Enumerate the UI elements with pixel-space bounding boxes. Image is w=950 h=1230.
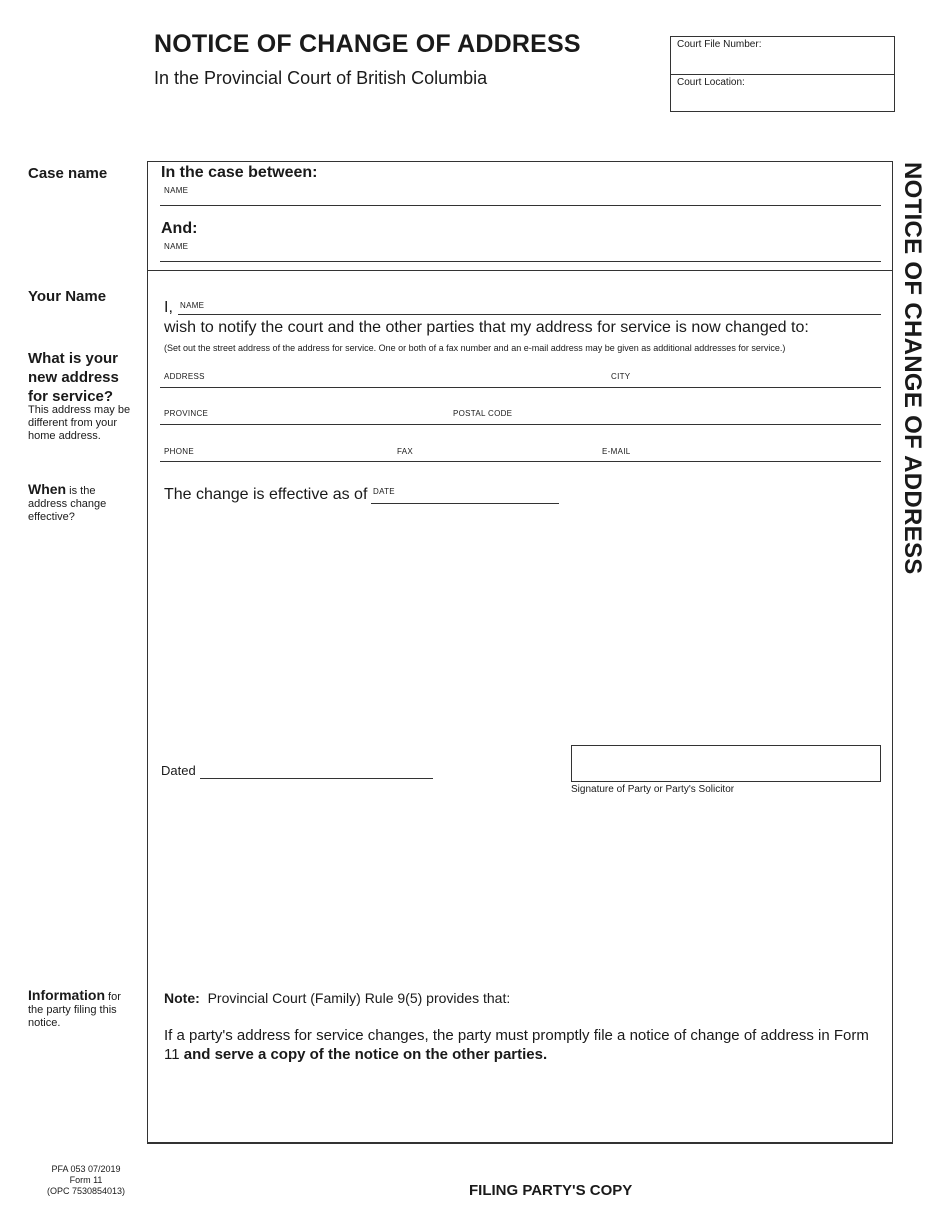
address-instruction: (Set out the street address of the address for service. One or both of a fax number and an e-mail address may be given as additional addresses for service.) bbox=[164, 343, 786, 353]
page-title: NOTICE OF CHANGE OF ADDRESS bbox=[154, 30, 581, 58]
party2-name-label: NAME bbox=[164, 242, 189, 251]
sidebar-new-address-heading: What is your new address for service? bbox=[28, 350, 119, 405]
party1-name-label: NAME bbox=[164, 186, 189, 195]
copy-label: FILING PARTY'S COPY bbox=[469, 1182, 633, 1199]
court-location-row bbox=[671, 74, 894, 112]
court-location-input[interactable] bbox=[677, 92, 883, 108]
party2-name-line bbox=[160, 261, 881, 262]
note-body bbox=[164, 1026, 874, 1064]
city-label: CITY bbox=[611, 372, 631, 381]
form-code-line1: PFA 053 07/2019 bbox=[51, 1164, 121, 1174]
case-and-label: And: bbox=[161, 220, 198, 237]
court-file-number-label: Court File Number: bbox=[677, 39, 762, 50]
your-name-label: NAME bbox=[180, 301, 205, 310]
sidebar-when-bold: When bbox=[28, 481, 67, 497]
effective-text: The change is effective as of bbox=[164, 486, 368, 503]
your-name-prefix: I, bbox=[164, 299, 173, 316]
note-body-bold: and serve a copy of the notice on the other parties. bbox=[183, 1046, 548, 1063]
address-input[interactable] bbox=[210, 369, 600, 385]
court-file-number-input[interactable] bbox=[677, 54, 883, 70]
note-heading bbox=[164, 990, 510, 1006]
case-between-label: In the case between: bbox=[161, 164, 318, 181]
party1-name-input[interactable] bbox=[200, 187, 870, 203]
fax-label: FAX bbox=[397, 447, 414, 456]
your-name-line bbox=[178, 314, 881, 315]
city-input[interactable] bbox=[640, 369, 876, 385]
page-subtitle: In the Provincial Court of British Columbia bbox=[154, 68, 488, 88]
effective-date-label: DATE bbox=[373, 487, 395, 496]
note-rule: Provincial Court (Family) Rule 9(5) provides that: bbox=[207, 990, 511, 1006]
sidebar-when bbox=[28, 483, 128, 524]
note-label: Note: bbox=[164, 990, 200, 1006]
sidebar-info-rest: for the party filing this notice. bbox=[28, 991, 121, 1029]
phone-label: PHONE bbox=[164, 447, 194, 456]
sidebar-new-address-note: This address may be different from your home address. bbox=[28, 404, 131, 442]
form-code bbox=[30, 1164, 142, 1197]
court-file-number-row bbox=[671, 37, 894, 74]
court-location-label: Court Location: bbox=[677, 77, 745, 88]
court-file-box bbox=[670, 36, 895, 112]
province-label: PROVINCE bbox=[164, 409, 209, 418]
notify-text: wish to notify the court and the other parties that my address for service is now changed to: bbox=[164, 319, 809, 336]
note-body-start: If a party's address for service changes, the party must promptly file a notice of change of address in Form 11 bbox=[164, 1027, 869, 1063]
sidebar-when-rest: is the address change effective? bbox=[28, 485, 107, 523]
address-label: ADDRESS bbox=[164, 372, 205, 381]
email-input[interactable] bbox=[636, 444, 876, 460]
vertical-title: NOTICE OF CHANGE OF ADDRESS bbox=[899, 162, 926, 575]
province-input[interactable] bbox=[210, 406, 440, 422]
effective-date-input[interactable] bbox=[400, 485, 555, 501]
vertical-title-wrap bbox=[886, 162, 936, 582]
form-code-line3: (OPC 7530854013) bbox=[46, 1186, 126, 1196]
postal-code-input[interactable] bbox=[512, 406, 872, 422]
signature-label: Signature of Party or Party's Solicitor bbox=[571, 784, 735, 795]
signature-box[interactable] bbox=[571, 745, 881, 782]
dated-input[interactable] bbox=[202, 761, 430, 777]
province-line bbox=[160, 424, 881, 425]
postal-code-label: POSTAL CODE bbox=[453, 409, 513, 418]
your-name-input[interactable] bbox=[212, 296, 872, 312]
form-code-line2: Form 11 bbox=[69, 1175, 103, 1185]
sidebar-your-name: Your Name bbox=[28, 288, 107, 305]
dated-line bbox=[200, 778, 433, 779]
phone-input[interactable] bbox=[200, 444, 390, 460]
fax-input[interactable] bbox=[420, 444, 595, 460]
section-divider bbox=[147, 270, 893, 271]
sidebar-info-bold: Information bbox=[28, 987, 105, 1003]
sidebar-information bbox=[28, 989, 128, 1030]
email-label: E-MAIL bbox=[602, 447, 631, 456]
phone-line bbox=[160, 461, 881, 462]
effective-date-line bbox=[371, 503, 559, 504]
party2-name-input[interactable] bbox=[200, 243, 870, 259]
dated-label: Dated bbox=[161, 763, 196, 778]
party1-name-line bbox=[160, 205, 881, 206]
address-line bbox=[160, 387, 881, 388]
sidebar-case-name: Case name bbox=[28, 165, 108, 182]
